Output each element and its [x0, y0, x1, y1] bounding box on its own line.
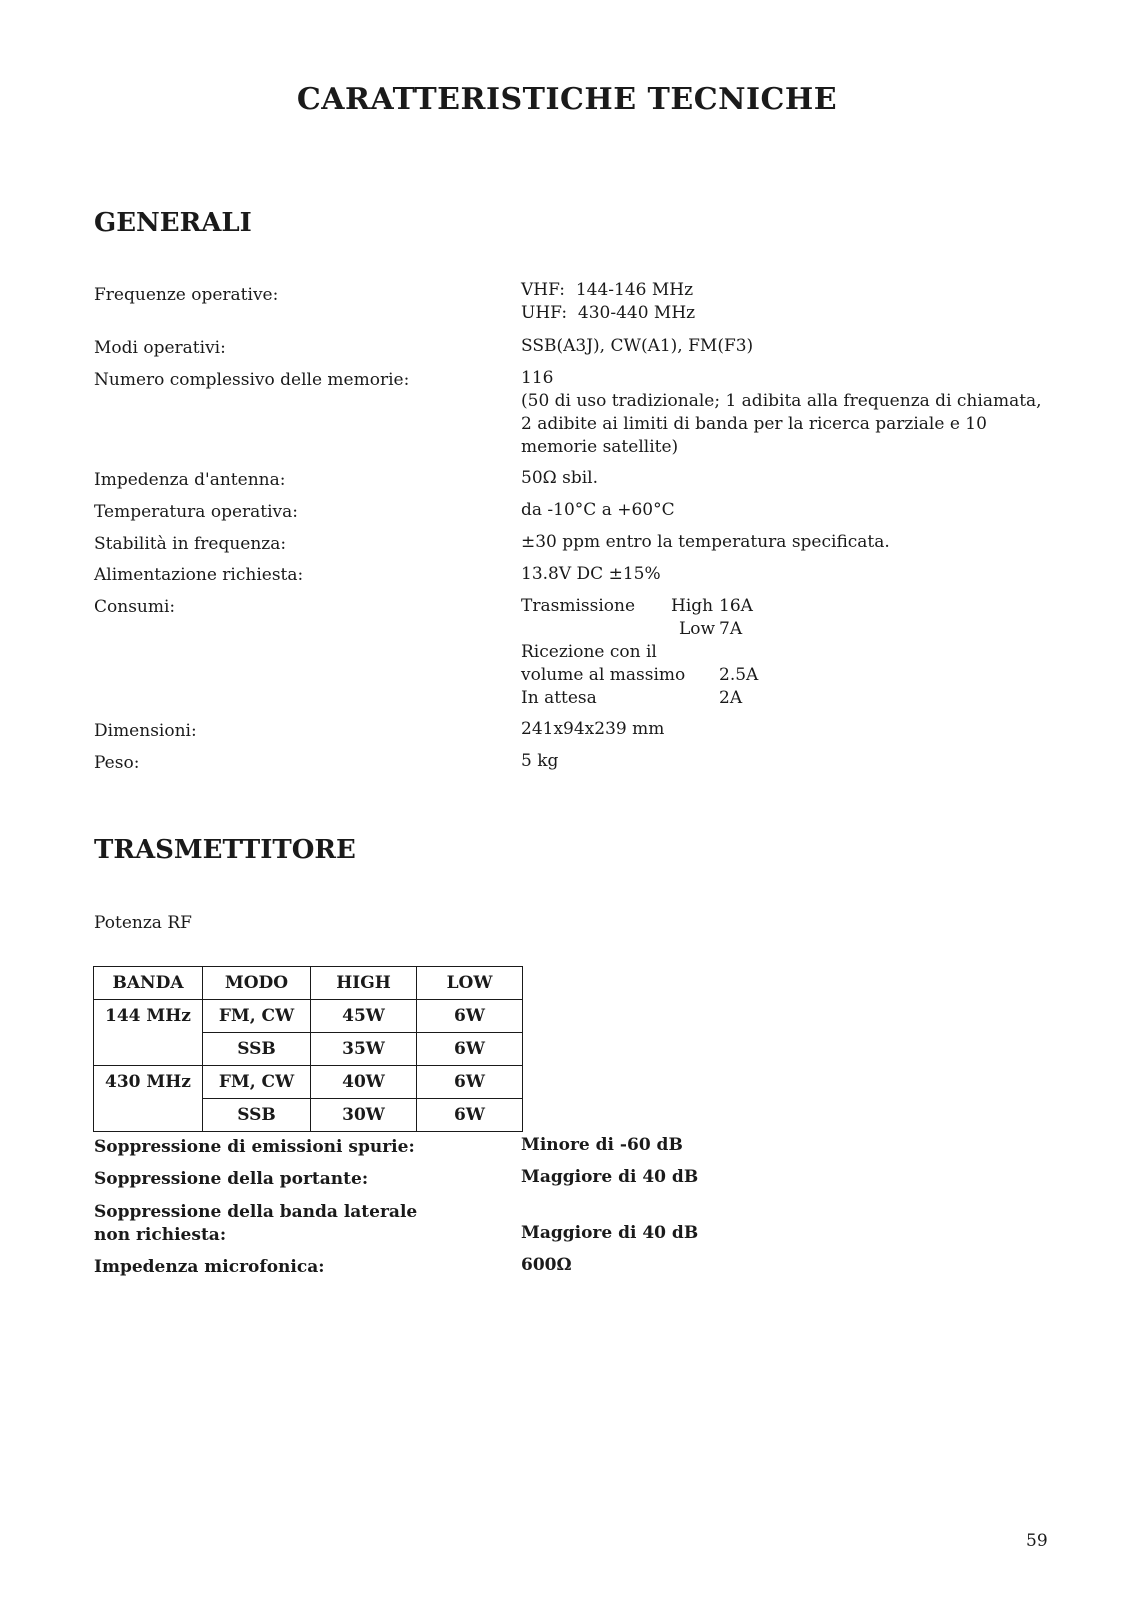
peso-value: 5 kg: [521, 751, 559, 771]
section-heading-generali: GENERALI: [94, 208, 252, 238]
alimentazione-label: Alimentazione richiesta:: [94, 565, 304, 585]
modi-value: SSB(A3J), CW(A1), FM(F3): [521, 336, 754, 356]
memorie-detail-1: (50 di uso tradizionale; 1 adibita alla frequenza di chiamata,: [521, 391, 1042, 411]
impedenza-label: Impedenza d'antenna:: [94, 470, 286, 490]
spurie-value: Minore di -60 dB: [521, 1135, 683, 1155]
low-cell: 6W: [417, 1000, 523, 1033]
memorie-count: 116: [521, 368, 554, 388]
page-number: 59: [1026, 1531, 1048, 1551]
low-cell: 6W: [417, 1033, 523, 1066]
memorie-detail-2: 2 adibite ai limiti di banda per la ricerca parziale e 10: [521, 414, 987, 434]
banda-laterale-value: Maggiore di 40 dB: [521, 1223, 699, 1243]
banda-laterale-label-line2: non richiesta:: [94, 1225, 227, 1245]
consumi-value: [521, 595, 758, 710]
page-title: CARATTERISTICHE TECNICHE: [296, 82, 838, 117]
temperatura-value: da -10°C a +60°C: [521, 500, 675, 520]
modo-cell: FM, CW: [203, 1066, 311, 1099]
consumi-label: Consumi:: [94, 597, 176, 617]
alimentazione-value: 13.8V DC ±15%: [521, 564, 661, 584]
freq-value: [521, 279, 695, 325]
consumi-tx-low-value: 7A: [719, 619, 743, 639]
consumi-tx-high-label: High: [671, 596, 714, 616]
header-modo: MODO: [203, 967, 311, 1000]
freq-label: Frequenze operative:: [94, 285, 279, 305]
consumi-rx-value: 2.5A: [719, 665, 759, 685]
portante-value: Maggiore di 40 dB: [521, 1167, 699, 1187]
banda-cell: 430 MHz: [94, 1066, 203, 1132]
stabilita-value: ±30 ppm entro la temperatura specificata.: [521, 532, 890, 552]
header-low: LOW: [417, 967, 523, 1000]
stabilita-label: Stabilità in frequenza:: [94, 534, 287, 554]
temperatura-label: Temperatura operativa:: [94, 502, 299, 522]
potenza-label: Potenza RF: [94, 913, 192, 933]
consumi-standby-value: 2A: [719, 688, 743, 708]
modo-cell: FM, CW: [203, 1000, 311, 1033]
dimensioni-value: 241x94x239 mm: [521, 719, 665, 739]
header-high: HIGH: [311, 967, 417, 1000]
peso-label: Peso:: [94, 753, 140, 773]
modo-cell: SSB: [203, 1033, 311, 1066]
impedenza-micro-label: Impedenza microfonica:: [94, 1257, 325, 1277]
table-row: [94, 1066, 523, 1099]
high-cell: 45W: [311, 1000, 417, 1033]
high-cell: 35W: [311, 1033, 417, 1066]
banda-laterale-label: [94, 1201, 417, 1247]
dimensioni-label: Dimensioni:: [94, 721, 197, 741]
consumi-tx-low-label: Low: [679, 619, 716, 639]
memorie-detail-3: memorie satellite): [521, 437, 679, 457]
impedenza-micro-value: 600Ω: [521, 1255, 572, 1275]
section-heading-trasmettitore: TRASMETTITORE: [94, 835, 356, 865]
consumi-standby-label: In attesa: [521, 688, 597, 708]
rf-power-table: [93, 966, 523, 1132]
high-cell: 40W: [311, 1066, 417, 1099]
consumi-tx-high-value: 16A: [719, 596, 753, 616]
consumi-rx-line1: Ricezione con il: [521, 642, 657, 662]
uhf-band: UHF:: [521, 303, 568, 323]
portante-label: Soppressione della portante:: [94, 1169, 369, 1189]
modi-label: Modi operativi:: [94, 338, 226, 358]
header-banda: BANDA: [94, 967, 203, 1000]
spurie-label: Soppressione di emissioni spurie:: [94, 1137, 415, 1157]
consumi-tx-label: Trasmissione: [521, 596, 636, 616]
banda-cell: 144 MHz: [94, 1000, 203, 1066]
memorie-value: [521, 367, 1042, 459]
impedenza-value: 50Ω sbil.: [521, 468, 599, 488]
memorie-label: Numero complessivo delle memorie:: [94, 370, 410, 390]
high-cell: 30W: [311, 1099, 417, 1132]
modo-cell: SSB: [203, 1099, 311, 1132]
consumi-rx-line2: volume al massimo: [521, 665, 686, 685]
vhf-band: VHF:: [521, 280, 566, 300]
uhf-value: 430-440 MHz: [577, 303, 696, 323]
low-cell: 6W: [417, 1099, 523, 1132]
table-header-row: [94, 967, 523, 1000]
low-cell: 6W: [417, 1066, 523, 1099]
vhf-value: 144-146 MHz: [575, 280, 694, 300]
table-row: [94, 1000, 523, 1033]
banda-laterale-label-line1: Soppressione della banda laterale: [94, 1202, 418, 1222]
